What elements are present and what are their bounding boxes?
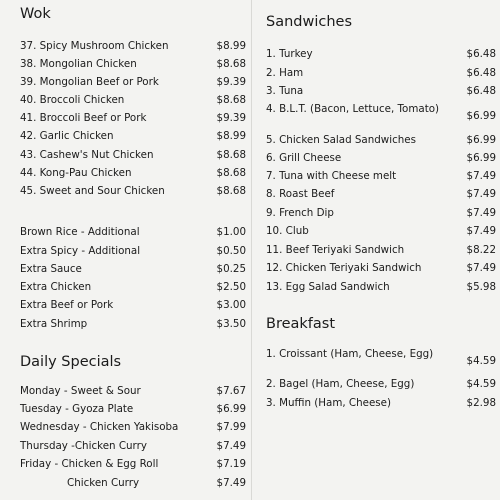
item-name: 37. Spicy Mushroom Chicken: [20, 40, 169, 52]
item-price: $8.22: [466, 244, 496, 256]
special-price: $7.49: [216, 477, 246, 489]
item-name: 8. Roast Beef: [266, 188, 335, 200]
item-name: 4. B.L.T. (Bacon, Lettuce, Tomato): [266, 103, 440, 115]
item-price: $7.49: [466, 170, 496, 182]
item-price: $9.39: [216, 76, 246, 88]
special-price: $6.99: [216, 403, 246, 415]
item-price: $6.48: [466, 67, 496, 79]
extra-name: Brown Rice - Additional: [20, 226, 140, 238]
item-price: $8.99: [216, 130, 246, 142]
item-name: 3. Tuna: [266, 85, 304, 97]
special-name: Wednesday - Chicken Yakisoba: [20, 421, 179, 433]
wok-title: Wok: [20, 6, 51, 22]
item-price: $7.49: [466, 188, 496, 200]
special-price: $7.49: [216, 440, 246, 452]
daily-specials-title: Daily Specials: [20, 354, 122, 370]
item-name: 38. Mongolian Chicken: [20, 58, 137, 70]
item-name: 45. Sweet and Sour Chicken: [20, 185, 165, 197]
sandwiches-title: Sandwiches: [266, 14, 353, 30]
item-name: 1. Turkey: [266, 48, 313, 60]
item-name: 6. Grill Cheese: [266, 152, 342, 164]
extra-name: Extra Spicy - Additional: [20, 245, 141, 257]
item-name: 11. Beef Teriyaki Sandwich: [266, 244, 405, 256]
extra-name: Extra Beef or Pork: [20, 299, 114, 311]
item-price: $6.48: [466, 48, 496, 60]
item-price: $8.99: [216, 40, 246, 52]
item-name: 40. Broccoli Chicken: [20, 94, 125, 106]
item-price: $7.49: [466, 207, 496, 219]
item-price: $7.49: [466, 262, 496, 274]
special-name: Friday - Chicken & Egg Roll: [20, 458, 159, 470]
special-name: Monday - Sweet & Sour: [20, 385, 141, 397]
item-price: $6.99: [466, 110, 496, 122]
item-price: $4.59: [466, 355, 496, 367]
breakfast-title: Breakfast: [266, 316, 336, 332]
extra-price: $3.50: [216, 318, 246, 330]
column-divider: [251, 0, 252, 500]
item-name: 12. Chicken Teriyaki Sandwich: [266, 262, 422, 274]
item-name: 5. Chicken Salad Sandwiches: [266, 134, 416, 146]
special-price: $7.99: [216, 421, 246, 433]
extra-price: $0.25: [216, 263, 246, 275]
extra-name: Extra Chicken: [20, 281, 92, 293]
item-price: $8.68: [216, 94, 246, 106]
item-name: 39. Mongolian Beef or Pork: [20, 76, 159, 88]
item-price: $5.98: [466, 281, 496, 293]
special-name: Thursday -Chicken Curry: [20, 440, 147, 452]
extra-price: $1.00: [216, 226, 246, 238]
item-name: 2. Bagel (Ham, Cheese, Egg): [266, 378, 415, 390]
special-price: $7.19: [216, 458, 246, 470]
item-name: 13. Egg Salad Sandwich: [266, 281, 390, 293]
item-name: 1. Croissant (Ham, Cheese, Egg): [266, 348, 434, 360]
item-price: $8.68: [216, 185, 246, 197]
special-name: Chicken Curry: [67, 477, 140, 489]
item-price: $4.59: [466, 378, 496, 390]
item-price: $6.48: [466, 85, 496, 97]
extra-name: Extra Sauce: [20, 263, 82, 275]
item-name: 3. Muffin (Ham, Cheese): [266, 397, 392, 409]
item-price: $7.49: [466, 225, 496, 237]
item-name: 44. Kong-Pau Chicken: [20, 167, 132, 179]
item-name: 2. Ham: [266, 67, 304, 79]
item-price: $8.68: [216, 149, 246, 161]
item-name: 43. Cashew's Nut Chicken: [20, 149, 154, 161]
item-price: $9.39: [216, 112, 246, 124]
extra-price: $0.50: [216, 245, 246, 257]
item-name: 7. Tuna with Cheese melt: [266, 170, 397, 182]
item-name: 9. French Dip: [266, 207, 334, 219]
item-name: 41. Broccoli Beef or Pork: [20, 112, 147, 124]
item-price: $6.99: [466, 152, 496, 164]
item-name: 10. Club: [266, 225, 309, 237]
item-name: 42. Garlic Chicken: [20, 130, 114, 142]
special-price: $7.67: [216, 385, 246, 397]
special-name: Tuesday - Gyoza Plate: [20, 403, 134, 415]
extra-price: $2.50: [216, 281, 246, 293]
item-price: $8.68: [216, 167, 246, 179]
item-price: $8.68: [216, 58, 246, 70]
extra-name: Extra Shrimp: [20, 318, 88, 330]
item-price: $6.99: [466, 134, 496, 146]
extra-price: $3.00: [216, 299, 246, 311]
item-price: $2.98: [466, 397, 496, 409]
